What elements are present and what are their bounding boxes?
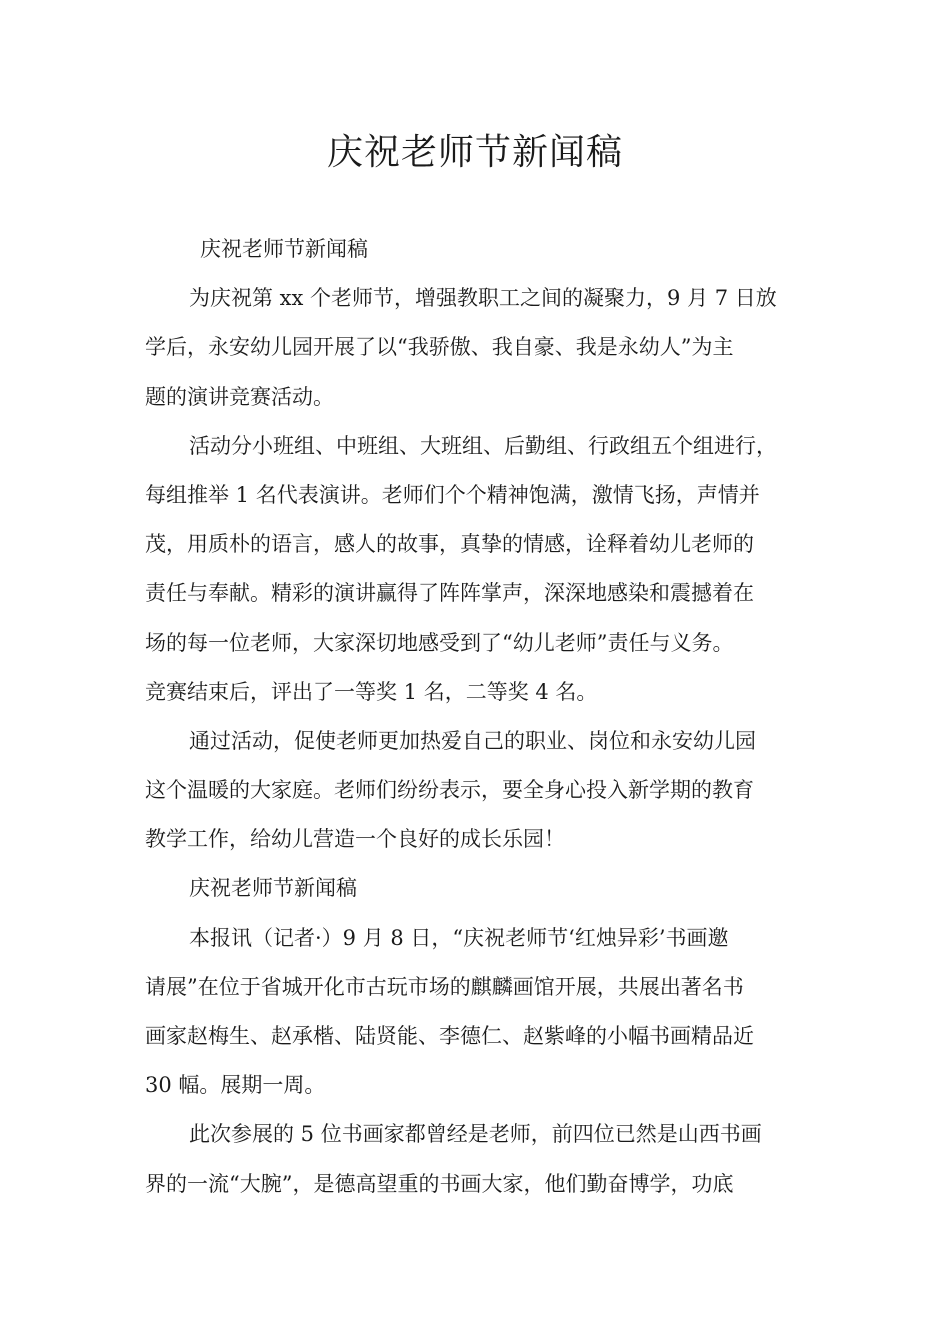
document-body: [145, 225, 815, 1209]
paragraph-line: 教学工作，给幼儿营造一个良好的成长乐园！: [145, 827, 565, 852]
paragraph-line: 场的每一位老师，大家深切地感受到了“幼儿老师”责任与义务。: [145, 630, 734, 655]
paragraph-line: 为庆祝第 xx 个老师节，增强教职工之间的凝聚力，9 月 7 日放: [189, 286, 777, 311]
section-heading-line: 庆祝老师节新闻稿: [189, 876, 357, 901]
paragraph-line: 30 幅。展期一周。: [145, 1073, 326, 1098]
paragraph-line: 请展”在位于省城开化市古玩市场的麒麟画馆开展，共展出著名书: [145, 974, 744, 999]
paragraph-line: 这个温暖的大家庭。老师们纷纷表示，要全身心投入新学期的教育: [145, 778, 754, 803]
document-title: 庆祝老师节新闻稿: [326, 132, 623, 173]
paragraph-line: 界的一流“大腕”，是德高望重的书画大家，他们勤奋博学，功底: [145, 1171, 734, 1196]
subtitle-line: 庆祝老师节新闻稿: [200, 237, 368, 261]
paragraph-line: 此次参展的 5 位书画家都曾经是老师，前四位已然是山西书画: [189, 1122, 762, 1147]
paragraph-line: 题的演讲竞赛活动。: [145, 384, 334, 409]
paragraph-line: 画家赵梅生、赵承楷、陆贤能、李德仁、赵紫峰的小幅书画精品近: [145, 1024, 754, 1048]
paragraph-line: 责任与奉献。精彩的演讲赢得了阵阵掌声，深深地感染和震撼着在: [145, 581, 754, 606]
paragraph-line: 茂，用质朴的语言，感人的故事，真挚的情感，诠释着幼儿老师的: [145, 532, 754, 557]
paragraph-line: 每组推举 1 名代表演讲。老师们个个精神饱满，激情飞扬，声情并: [145, 482, 760, 507]
paragraph-line: 本报讯（记者·）9 月 8 日，“庆祝老师节‘红烛异彩’书画邀: [189, 925, 729, 950]
paragraph-line: 学后，永安幼儿园开展了以“我骄傲、我自豪、我是永幼人”为主: [145, 335, 734, 360]
paragraph-line: 活动分小班组、中班组、大班组、后勤组、行政组五个组进行，: [189, 433, 777, 458]
paragraph-line: 通过活动，促使老师更加热爱自己的职业、岗位和永安幼儿园: [189, 728, 756, 753]
paragraph-line: 竞赛结束后，评出了一等奖 1 名，二等奖 4 名。: [145, 679, 598, 704]
